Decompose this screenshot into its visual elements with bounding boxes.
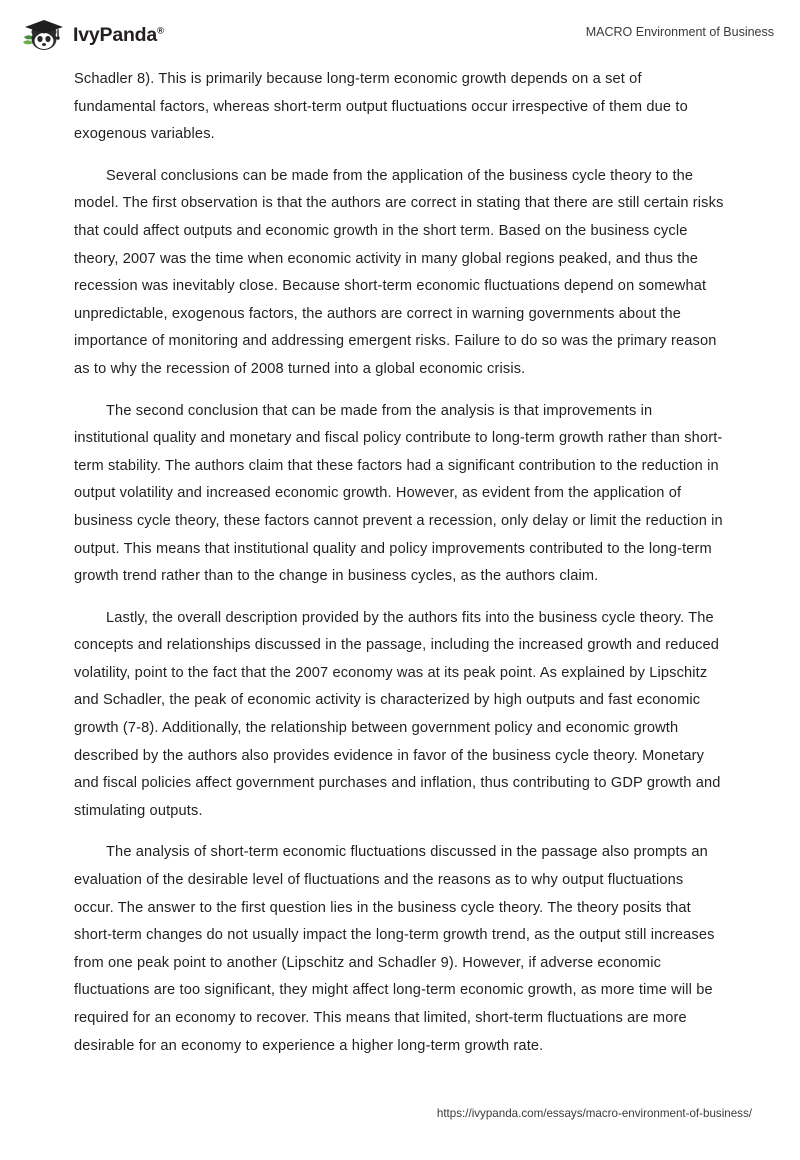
page-footer [0, 1104, 800, 1122]
document-title: MACRO Environment of Business [585, 25, 774, 39]
paragraph: Lastly, the overall description provided by the authors fits into the business cycle theory. The concepts and relationships discussed in the passage, including the increased growth and reduced volatility, point to the fact that the 2007 economy was at its peak point. As explained by Lipschitz and Schadler, the peak of economic activity is characterized by high outputs and fast economic growth (7-8). Additionally, the relationship between government policy and economic growth described by the authors also provides evidence in favor of the business cycle theory. Monetary and fiscal policies affect government purchases and inflation, thus contributing to GDP growth and stimulating outputs. [74, 609, 721, 819]
paragraph: Schadler 8). This is primarily because long-term economic growth depends on a set of fundamental factors, whereas short-term output fluctuations occur irrespective of them due to exogenous variables. [74, 71, 688, 143]
paragraph: The second conclusion that can be made from the analysis is that improvements in institutional quality and monetary and fiscal policy contribute to long-term growth rather than short-term stability. The authors claim that these factors had a significant contribution to the reduction in output volatility and increased economic growth. However, as evident from the application of business cycle theory, these factors cannot prevent a recession, only delay or limit the reduction in output. This means that institutional quality and policy improvements contributed to the long-term growth trend rather than to the change in business cycles, as the authors claim. [74, 402, 723, 585]
page-header [0, 0, 800, 62]
document-body [74, 66, 724, 1074]
paragraph: Several conclusions can be made from the application of the business cycle theory to the model. The first observation is that the authors are correct in stating that there are still certain risks that could affect outputs and economic growth in the short term. Based on the business cycle theory, 2007 was the time when economic activity in many global regions peaked, and thus the recession was inevitably close. Because short-term economic fluctuations depend on somewhat unpredictable, exogenous factors, the authors are correct in warning governments about the importance of monitoring and addressing emergent risks. Failure to do so was the primary reason as to why the recession of 2008 turned into a global economic crisis. [74, 167, 724, 377]
paragraph: The analysis of short-term economic fluctuations discussed in the passage also prompts an evaluation of the desirable level of fluctuations and the reasons as to why output fluctuations occur. The answer to the first question lies in the business cycle theory. The theory posits that short-term changes do not usually impact the long-term growth trend, as the output still increases from one peak point to another (Lipschitz and Schadler 9). However, if adverse economic fluctuations are too significant, they might affect long-term economic growth, as more time will be required for an economy to recover. This means that limited, short-term fluctuations are more desirable for an economy to experience a higher long-term growth rate. [74, 844, 715, 1054]
registered-mark: ® [157, 25, 164, 36]
brand-name: IvyPanda® [73, 23, 164, 46]
graduation-cap-panda-logo-icon [22, 16, 64, 54]
source-url-link[interactable]: https://ivypanda.com/essays/macro-environment-of-business/ [436, 1107, 752, 1120]
brand-logo-group[interactable] [22, 16, 164, 54]
